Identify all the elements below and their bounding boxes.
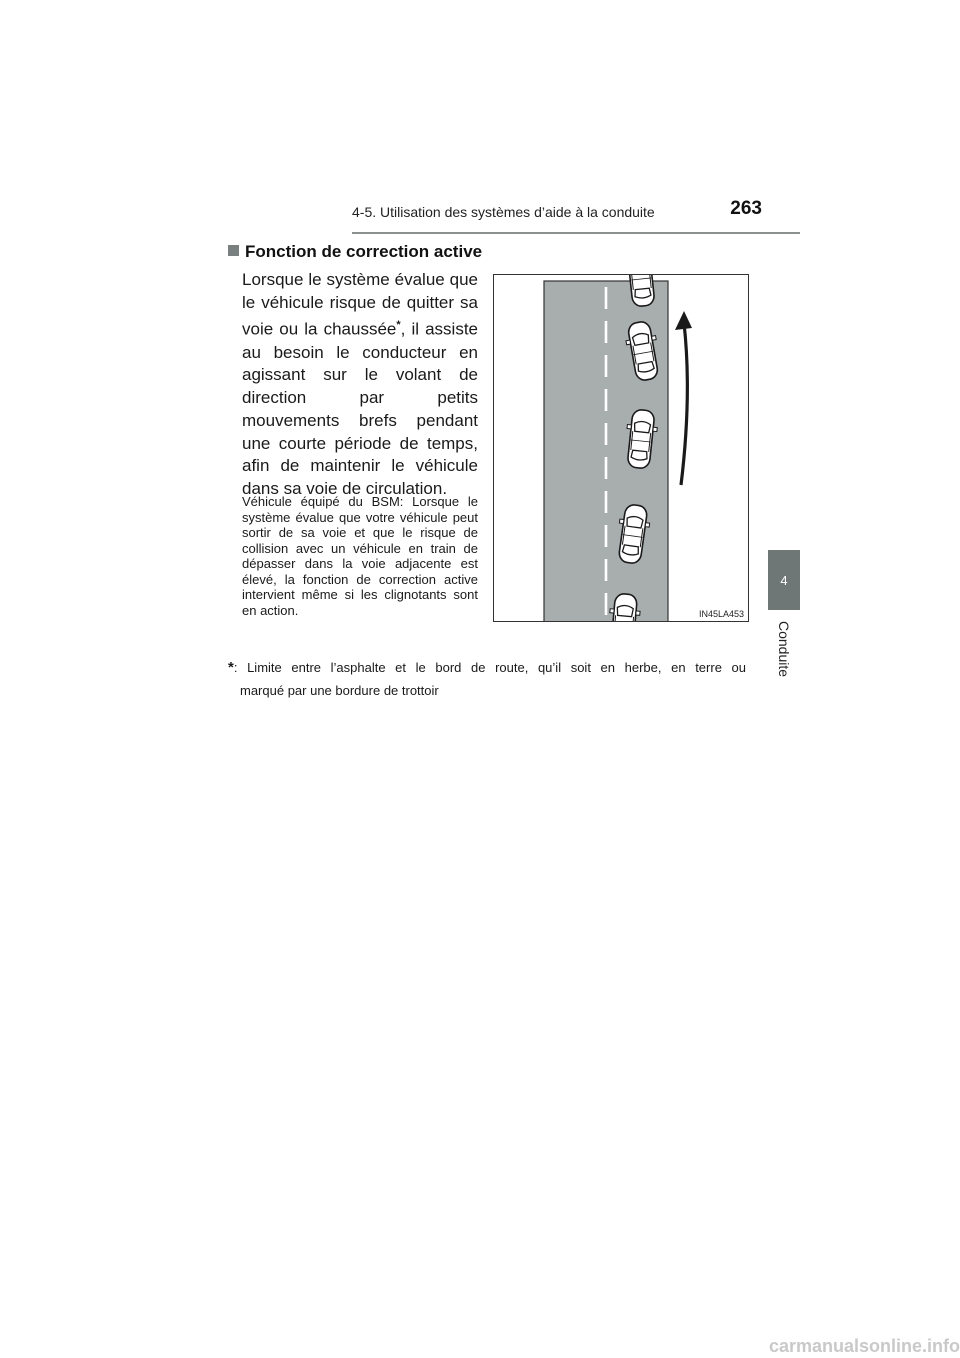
main-paragraph-part2: , il assiste au besoin le conducteur en agissant sur le volant de direction par petits mouvements brefs pendant une courte période de temps, afin de maintenir le véhicule dans sa voie de circulation. (242, 320, 478, 498)
section-heading (228, 242, 488, 262)
chapter-label-text: Conduite (776, 620, 793, 678)
footnote-reference: * (396, 319, 401, 332)
curved-arrow-icon (681, 323, 687, 485)
figure-code: IN45LA453 (698, 609, 744, 619)
watermark: carmanualsonline.info (768, 1336, 960, 1356)
section-heading-text: Fonction de correction active (245, 242, 483, 261)
footnote (228, 658, 746, 677)
bsm-note: Véhicule équipé du BSM: Lorsque le système évalue que votre véhicule peut sortir de sa voie et que le risque de collision avec un véhicule en train de dépasser dans la voie adjacente est élevé, la fonction de correction active intervient même si les clignotants sont en action. (242, 494, 478, 618)
main-paragraph-part1: Lorsque le système évalue que le véhicule risque de quitter sa voie ou la chaussée (242, 270, 478, 340)
road-diagram (494, 275, 749, 622)
chapter-label (768, 614, 800, 684)
footnote-marker: * (228, 659, 234, 676)
main-paragraph (242, 269, 478, 501)
footnote-line2: marqué par une bordure de trottoir (240, 683, 439, 698)
page-number: 263 (730, 198, 762, 219)
footnote-line1: : Limite entre l’asphalte et le bord de route, qu’il soit en herbe, en terre ou (233, 660, 746, 675)
lane-correction-illustration (493, 274, 749, 622)
square-bullet-icon (228, 245, 239, 256)
header-section-title: 4-5. Utilisation des systèmes d’aide à la conduite (352, 204, 655, 220)
chapter-tab[interactable] (768, 550, 800, 610)
chapter-number: 4 (780, 572, 788, 588)
arrow-head (675, 311, 692, 330)
header-divider (352, 232, 800, 234)
